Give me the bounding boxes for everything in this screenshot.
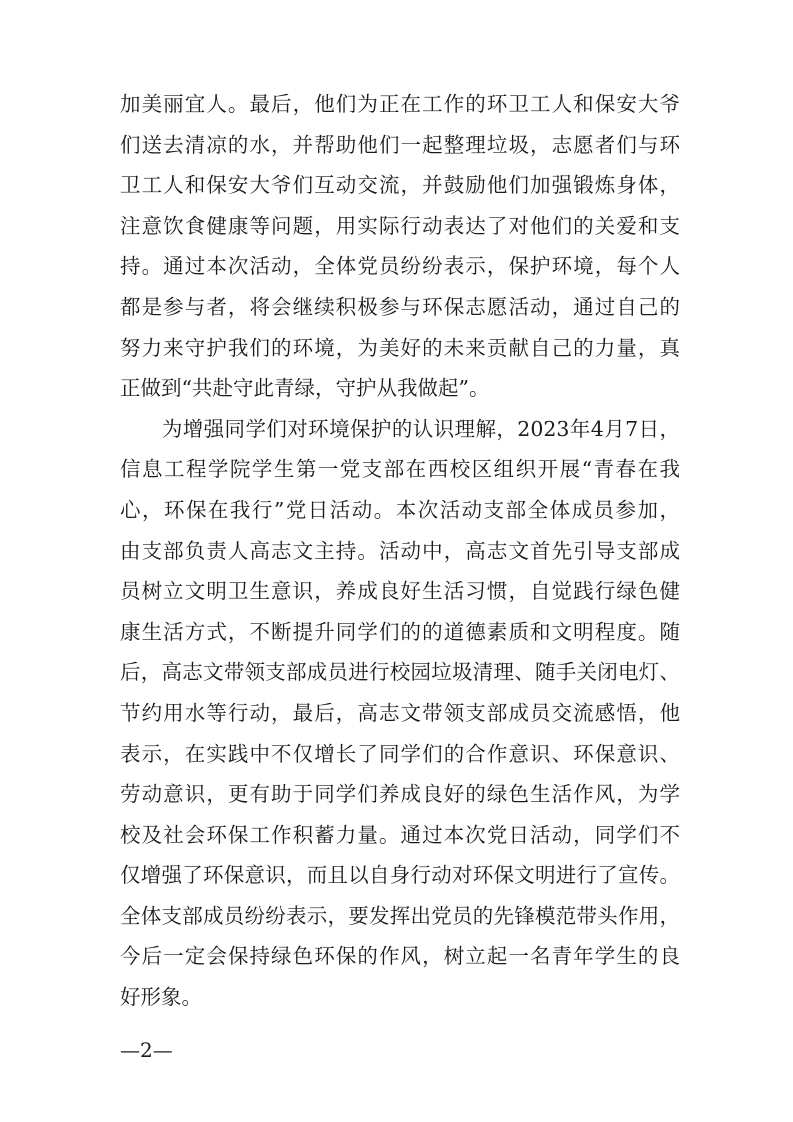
page-number: —2—	[120, 1038, 173, 1062]
text-line: 今后一定会保持绿色环保的作风，树立起一名青年学生的良	[120, 944, 680, 969]
paragraph-1	[120, 84, 680, 409]
text-line: 节约用水等行动，最后，高志文带领支部成员交流感悟，他	[120, 700, 680, 725]
text-line: 正做到“共赴守此青绿，守护从我做起”。	[120, 376, 490, 401]
text-line: 校及社会环保工作积蓄力量。通过本次党日活动，同学们不	[120, 822, 680, 847]
text-line: 劳动意识，更有助于同学们养成良好的绿色生活作风，为学	[120, 782, 680, 807]
text-line: 为增强同学们对环境保护的认识理解，2023年4月7日，	[120, 416, 680, 441]
text-line: 持。通过本次活动，全体党员纷纷表示，保护环境，每个人	[120, 254, 680, 279]
text-line: 都是参与者，将会继续积极参与环保志愿活动，通过自己的	[120, 294, 680, 319]
text-line: 努力来守护我们的环境，为美好的未来贡献自己的力量，真	[120, 335, 680, 360]
text-line: 全体支部成员纷纷表示，要发挥出党员的先锋模范带头作用，	[120, 903, 680, 928]
text-line: 表示，在实践中不仅增长了同学们的合作意识、环保意识、	[120, 741, 680, 766]
text-line: 心，环保在我行”党日活动。本次活动支部全体成员参加，	[120, 497, 680, 522]
text-line: 注意饮食健康等问题，用实际行动表达了对他们的关爱和支	[120, 213, 680, 238]
text-line: 好形象。	[120, 985, 202, 1010]
text-line: 加美丽宜人。最后，他们为正在工作的环卫工人和保安大爷	[120, 92, 680, 116]
text-line: 们送去清凉的水，并帮助他们一起整理垃圾，志愿者们与环	[120, 132, 680, 157]
paragraph-2	[120, 409, 680, 1018]
text-line: 员树立文明卫生意识，养成良好生活习惯，自觉践行绿色健	[120, 579, 680, 604]
text-line: 康生活方式，不断提升同学们的的道德素质和文明程度。随	[120, 619, 680, 644]
text-line: 仅增强了环保意识，而且以自身行动对环保文明进行了宣传。	[120, 863, 680, 888]
text-line: 卫工人和保安大爷们互动交流，并鼓励他们加强锻炼身体，	[120, 173, 680, 198]
text-line: 后，高志文带领支部成员进行校园垃圾清理、随手关闭电灯、	[120, 660, 680, 685]
document-body	[120, 84, 680, 1018]
text-line: 信息工程学院学生第一党支部在西校区组织开展“青春在我	[120, 457, 680, 482]
text-line: 由支部负责人高志文主持。活动中，高志文首先引导支部成	[120, 538, 680, 563]
